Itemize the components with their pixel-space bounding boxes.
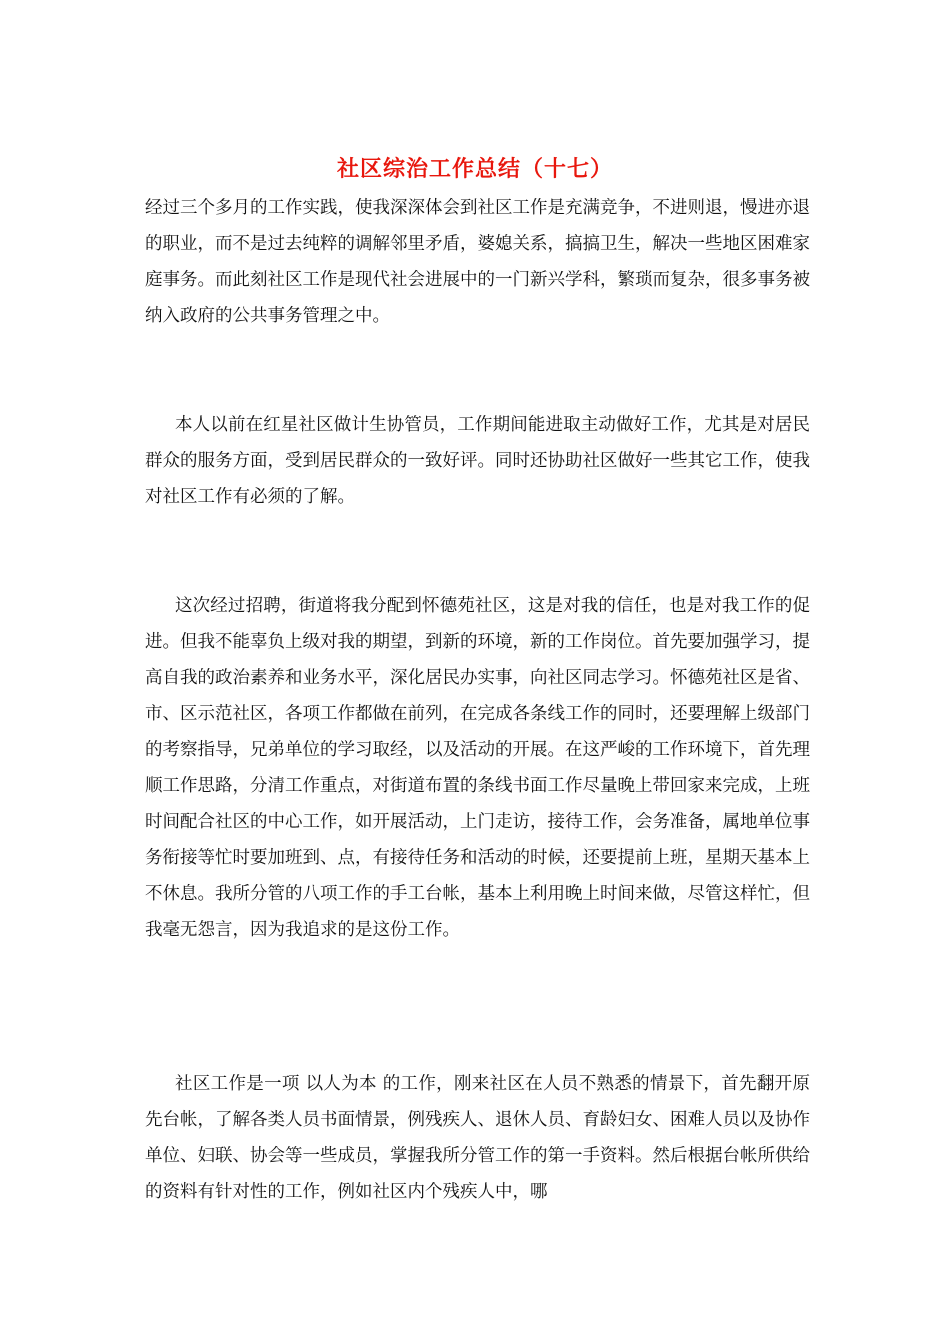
paragraph-1: 经过三个多月的工作实践，使我深深体会到社区工作是充满竞争，不进则退，慢进亦退的职业，而不是过去纯粹的调解邻里矛盾，婆媳关系，搞搞卫生，解决一些地区困难家庭事务。而此刻社区工作是现代社会进展中的一门新兴学科，繁琐而复杂，很多事务被纳入政府的公共事务管理之中。 bbox=[145, 198, 810, 326]
paragraph-3: 这次经过招聘，街道将我分配到怀德苑社区，这是对我的信任，也是对我工作的促进。但我不能辜负上级对我的期望，到新的环境，新的工作岗位。首先要加强学习，提高自我的政治素养和业务水平，深化居民办实事，向社区同志学习。怀德苑社区是省、市、区示范社区，各项工作都做在前列，在完成各条线工作的同时，还要理解上级部门的考察指导，兄弟单位的学习取经，以及活动的开展。在这严峻的工作环境下，首先理顺工作思路，分清工作重点，对街道布置的条线书面工作尽量晚上带回家来完成，上班时间配合社区的中心工作，如开展活动，上门走访，接待工作，会务准备，属地单位事务衔接等忙时要加班到、点，有接待任务和活动的时候，还要提前上班，星期天基本上不休息。我所分管的八项工作的手工台帐，基本上利用晚上时间来做，尽管这样忙，但我毫无怨言，因为我追求的是这份工作。 bbox=[145, 596, 810, 940]
document-title: 社区综治工作总结（十七） bbox=[336, 156, 613, 182]
paragraph-4: 社区工作是一项 以人为本 的工作，刚来社区在人员不熟悉的情景下，首先翻开原先台帐，了解各类人员书面情景，例残疾人、退休人员、育龄妇女、困难人员以及协作单位、妇联、协会等一些成员，掌握我所分管工作的第一手资料。然后根据台帐所供给的资料有针对性的工作，例如社区内个残疾人中，哪 bbox=[145, 1074, 810, 1202]
paragraph-2: 本人以前在红星社区做计生协管员，工作期间能进取主动做好工作，尤其是对居民群众的服务方面，受到居民群众的一致好评。同时还协助社区做好一些其它工作，使我对社区工作有必须的了解。 bbox=[145, 415, 810, 507]
